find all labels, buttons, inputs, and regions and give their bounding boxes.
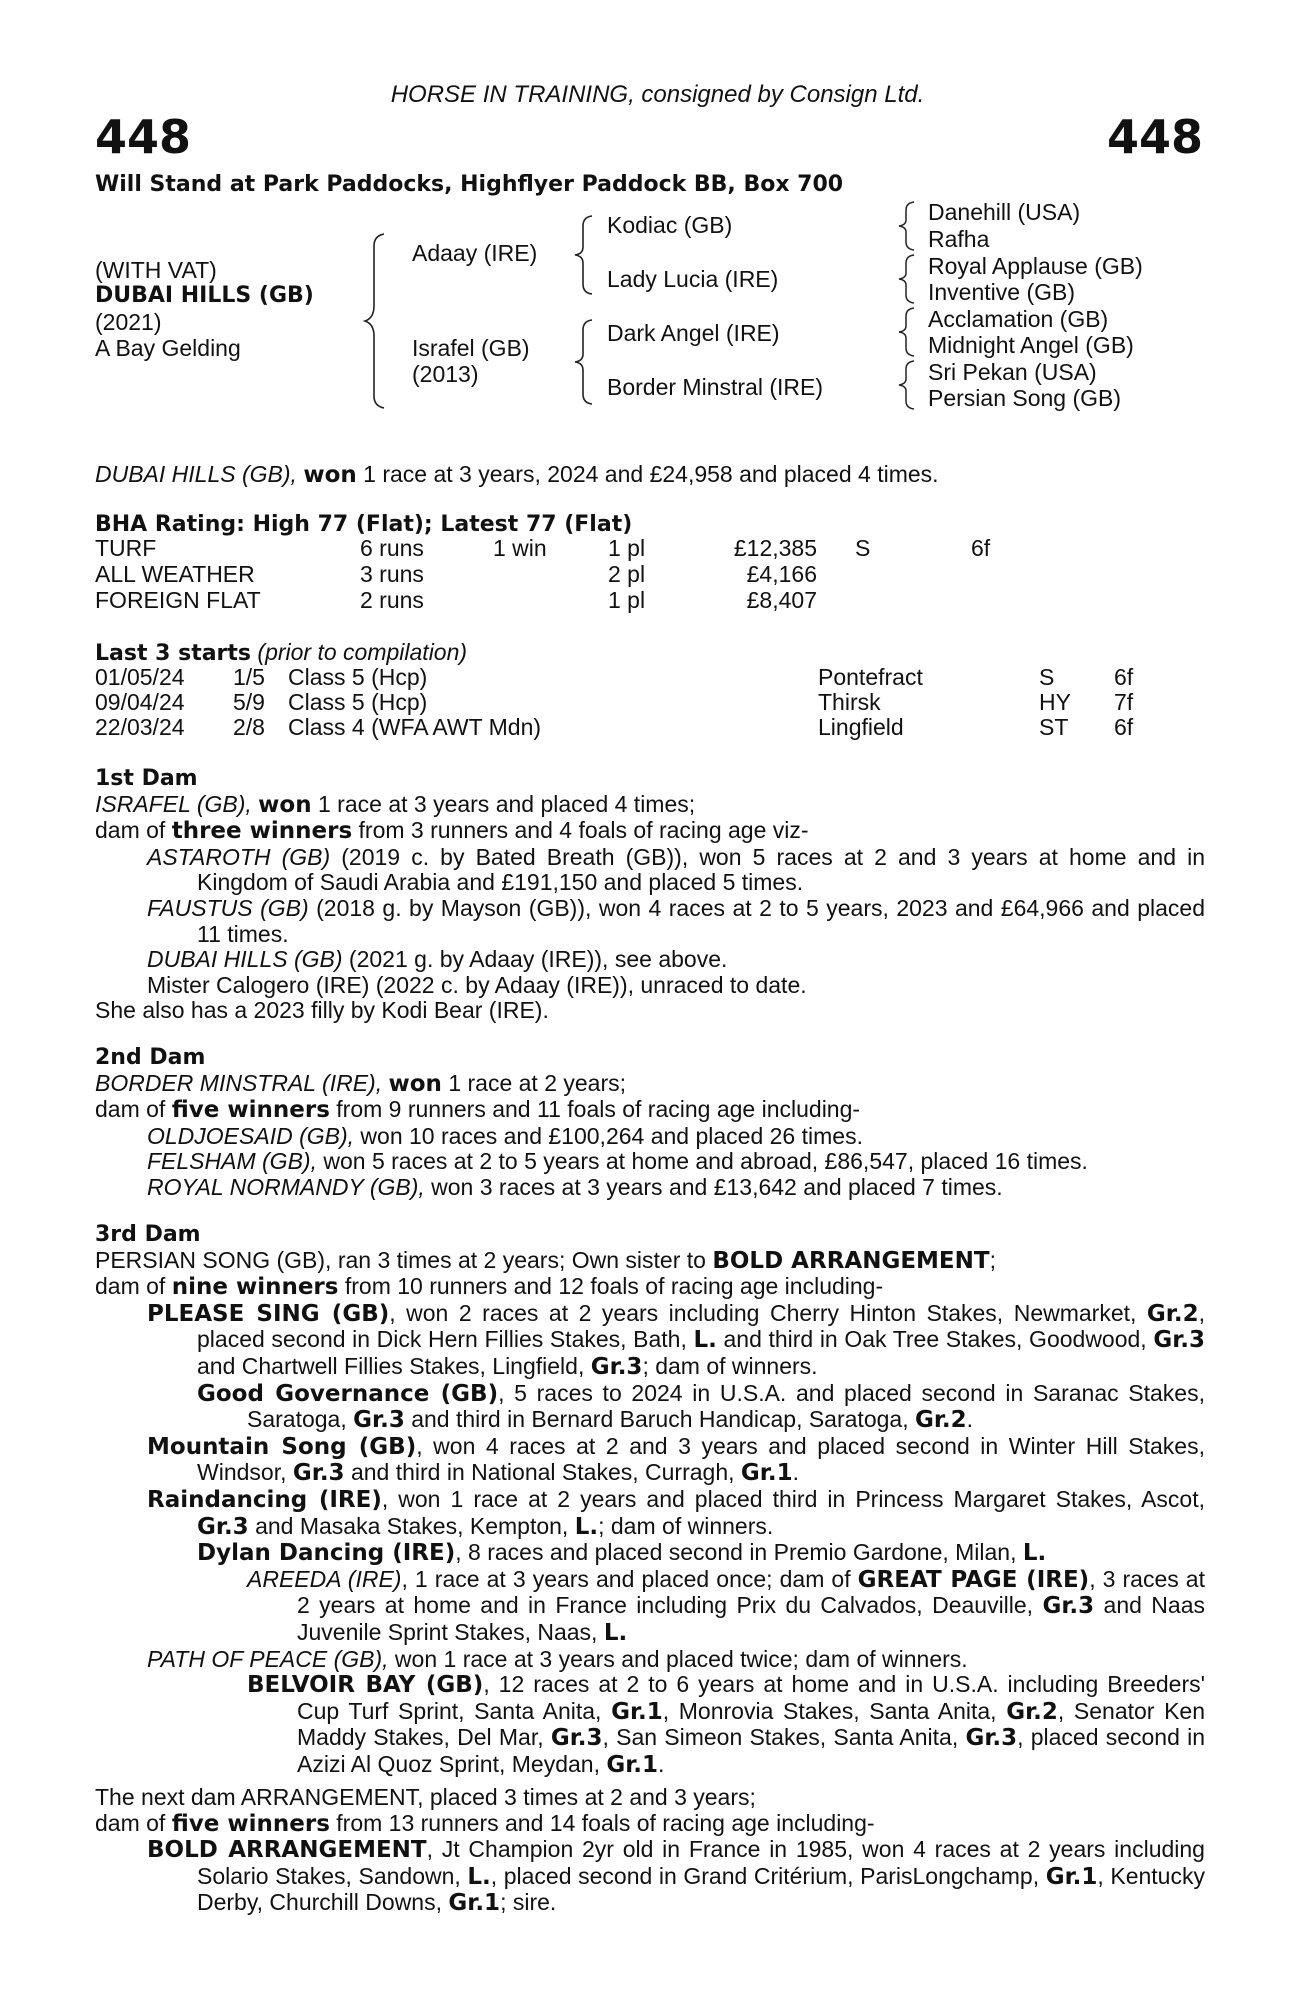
grade-label: Gr.1 [1045, 1863, 1098, 1890]
grade-label: Gr.3 [965, 1725, 1018, 1752]
produce-name: AREEDA (IRE) [247, 1565, 402, 1592]
vat-note: (WITH VAT) [95, 257, 217, 283]
produce-entry [95, 845, 1205, 896]
produce-entry [95, 1567, 1205, 1647]
produce-record: , won 1 race at 2 years and placed third in Princess Margaret Stakes, Ascot, [381, 1485, 1205, 1512]
ancestor-2: Rafha [928, 226, 990, 252]
grade-label: Gr.3 [197, 1513, 249, 1540]
produce-name: Good Governance (GB) [197, 1380, 499, 1407]
produce-name: Dylan Dancing (IRE) [197, 1540, 456, 1567]
produce-text: dam of [95, 817, 172, 844]
produce-record: won 1 race at 3 years and placed twice; dam of winners. [388, 1645, 968, 1672]
produce-entry [95, 1672, 1205, 1778]
grade-label: Gr.3 [292, 1460, 345, 1487]
produce-summary [95, 1811, 1205, 1838]
produce-record: , placed second in Azizi Al Quoz Sprint, Meydan, [297, 1724, 1205, 1777]
last-starts-heading [95, 640, 467, 667]
grade-label: Gr.3 [550, 1725, 603, 1752]
start-course: Lingfield [818, 714, 904, 740]
dam-sire: Dark Angel (IRE) [607, 320, 780, 346]
summary-text: 1 race at 3 years, 2024 and £24,958 and placed 4 times. [356, 461, 939, 487]
produce-name: ROYAL NORMANDY (GB), [147, 1173, 425, 1200]
start-race: Class 4 (WFA AWT Mdn) [288, 714, 542, 740]
produce-note: She also has a 2023 filly by Kodi Bear (IRE). [95, 997, 549, 1024]
produce-entry [95, 1149, 1205, 1175]
start-race: Class 5 (Hcp) [288, 664, 428, 690]
last-starts-note: (prior to compilation) [257, 639, 468, 665]
start-distance: 6f [1114, 714, 1134, 740]
produce-record: , placed second in Dick Hern Fillies Stakes, Bath, [197, 1299, 1205, 1353]
produce-entry [95, 947, 1205, 973]
produce-name: PLEASE SING (GB) [147, 1300, 390, 1327]
produce-record: , 12 races at 2 to 6 years at home and in U.S.A. including Breeders' Cup Turf Sprint, Santa Anita, [297, 1671, 1205, 1724]
runs: 6 runs [360, 535, 424, 561]
produce-name: BELVOIR BAY (GB) [247, 1672, 484, 1699]
grade-label: Gr.2 [1146, 1300, 1199, 1327]
pedigree-brace-sire [572, 214, 598, 296]
grade-label: L. [467, 1863, 491, 1890]
horse-description: A Bay Gelding [95, 335, 241, 361]
horse-name: DUBAI HILLS (GB) [95, 283, 314, 308]
produce-entry [95, 1487, 1205, 1540]
prize-money: £8,407 [746, 587, 817, 613]
dam-record: 1 race at 3 years and placed 4 times; [311, 790, 696, 817]
ancestor-3: Royal Applause (GB) [928, 253, 1143, 279]
sire-sire: Kodiac (GB) [607, 212, 733, 238]
pedigree-brace-dam [572, 318, 598, 406]
going: S [855, 535, 871, 561]
produce-record: , won 2 races at 2 years including Cherry Hinton Stakes, Newmarket, [389, 1299, 1147, 1326]
dam-record: 1 race at 2 years; [441, 1069, 627, 1096]
grade-label: Gr.1 [606, 1751, 659, 1778]
produce-record: , 3 races at 2 years at home and in France including Prix du Calvados, Deauville, [297, 1565, 1205, 1619]
start-distance: 7f [1114, 689, 1134, 715]
placed: 1 pl [608, 535, 646, 561]
produce-record: ; sire. [500, 1889, 557, 1916]
sister-name: BOLD ARRANGEMENT [712, 1247, 990, 1274]
sire-dam: Lady Lucia (IRE) [607, 266, 779, 292]
produce-entry [95, 1540, 1205, 1567]
second-dam-section [95, 1045, 1205, 1201]
produce-name: FELSHAM (GB), [147, 1148, 317, 1175]
grade-label: Gr.3 [590, 1353, 643, 1380]
produce-entry: Mister Calogero (IRE) (2022 c. by Adaay (IRE)), unraced to date. [147, 971, 807, 998]
next-dam-line: The next dam ARRANGEMENT, placed 3 times at 2 and 3 years; [95, 1784, 756, 1810]
race-summary [95, 462, 939, 489]
produce-entry [95, 1124, 1205, 1150]
start-course: Pontefract [818, 664, 923, 690]
produce-summary [95, 818, 1205, 845]
pedigree-brace-g3 [896, 306, 920, 358]
produce-record: and Masaka Stakes, Kempton, [248, 1512, 575, 1539]
produce-summary [95, 1274, 1205, 1301]
dam-name: BORDER MINSTRAL (IRE), [95, 1069, 383, 1096]
pedigree-brace-g2 [896, 253, 920, 305]
second-dam-heading: 2nd Dam [95, 1045, 206, 1070]
produce-record: won 3 races at 3 years and £13,642 and placed 7 times. [424, 1173, 1003, 1200]
produce-text: from 10 runners and 12 foals of racing age including- [338, 1273, 884, 1300]
dam-dam: Border Minstral (IRE) [607, 374, 823, 400]
winners-count: five winners [171, 1097, 330, 1124]
stand-location: Will Stand at Park Paddocks, Highflyer Paddock BB, Box 700 [95, 172, 844, 197]
wins: 1 win [493, 535, 547, 561]
produce-record: ; dam of winners. [642, 1352, 818, 1379]
produce-name: Raindancing (IRE) [147, 1486, 382, 1513]
produce-name: OLDJOESAID (GB), [147, 1122, 355, 1149]
pedigree-brace-main [362, 232, 392, 410]
produce-record: (2021 g. by Adaay (IRE)), see above. [342, 946, 728, 973]
ancestor-4: Inventive (GB) [928, 279, 1075, 305]
produce-record: , 5 races to 2024 in U.S.A. and placed second in Saranac Stakes, Saratoga, [247, 1379, 1205, 1433]
produce-text: dam of [95, 1809, 172, 1836]
produce-record: , placed second in Grand Critérium, ParisLongchamp, [490, 1862, 1046, 1889]
produce-record: , 1 race at 3 years and placed once; dam of [401, 1565, 858, 1592]
grade-label: Gr.2 [914, 1407, 967, 1434]
produce-record: and Chartwell Fillies Stakes, Lingfield, [197, 1352, 591, 1379]
start-position: 1/5 [233, 664, 265, 690]
third-dam-line [95, 1248, 1205, 1275]
start-going: ST [1039, 714, 1069, 740]
runs: 2 runs [360, 587, 424, 613]
grade-label: Gr.2 [1006, 1698, 1058, 1725]
third-dam-section [95, 1222, 1205, 1778]
placed: 2 pl [608, 561, 646, 587]
ancestor-8: Persian Song (GB) [928, 385, 1122, 411]
ancestor-6: Midnight Angel (GB) [928, 332, 1134, 358]
start-going: HY [1039, 689, 1071, 715]
grade-label: L. [693, 1327, 717, 1354]
produce-record: won 10 races and £100,264 and placed 26 times. [354, 1122, 863, 1149]
produce-record: , Monrovia Stakes, Santa Anita, [662, 1697, 1007, 1724]
surface: FOREIGN FLAT [95, 587, 261, 613]
produce-record: and third in Bernard Baruch Handicap, Saratoga, [404, 1406, 915, 1433]
produce-name: Mountain Song (GB) [147, 1433, 417, 1460]
produce-entry [95, 1175, 1205, 1201]
ancestor-1: Danehill (USA) [928, 199, 1081, 225]
pedigree-brace-g4 [896, 359, 920, 411]
first-dam-line [95, 792, 1205, 819]
first-dam-heading: 1st Dam [95, 766, 198, 791]
produce-record: , San Simeon Stakes, Santa Anita, [602, 1724, 966, 1751]
produce-text: from 9 runners and 11 foals of racing age including- [329, 1096, 861, 1123]
pedigree-brace-g1 [896, 200, 920, 252]
produce-summary [95, 1097, 1205, 1124]
dam: Israfel (GB) [412, 335, 530, 361]
start-course: Thirsk [818, 689, 881, 715]
produce-record: , Senator Ken Maddy Stakes, Del Mar, [297, 1697, 1206, 1751]
produce-record: , Jt Champion 2yr old in France in 1985, won 4 races at 2 years including Solario Stakes, Sandown, [197, 1836, 1205, 1889]
lot-number-left: 448 [95, 110, 192, 164]
produce-record: . [966, 1406, 974, 1433]
dam-year: (2013) [412, 361, 479, 387]
won-label: won [258, 791, 312, 818]
produce-text: dam of [95, 1273, 172, 1300]
start-position: 5/9 [233, 689, 265, 715]
last-starts-title: Last 3 starts [95, 641, 252, 666]
dam-record: PERSIAN SONG (GB), ran 3 times at 2 years; Own sister to [95, 1246, 713, 1273]
grade-label: Gr.1 [448, 1890, 501, 1917]
ancestor-5: Acclamation (GB) [928, 306, 1109, 332]
winners-count: three winners [171, 818, 353, 845]
start-date: 01/05/24 [95, 664, 185, 690]
next-dam-section [95, 1785, 1205, 1917]
sire: Adaay (IRE) [412, 240, 538, 266]
grade-label: Gr.3 [1153, 1327, 1205, 1354]
produce-record: ; dam of winners. [598, 1512, 774, 1539]
grade-label: Gr.1 [740, 1460, 793, 1487]
prize-money: £12,385 [733, 535, 817, 561]
produce-record: , Kentucky Derby, Churchill Downs, [197, 1862, 1205, 1916]
first-dam-section [95, 766, 1205, 1024]
produce-entry [95, 1381, 1205, 1434]
produce-record: and third in Oak Tree Stakes, Goodwood, [716, 1326, 1154, 1353]
produce-text: from 13 runners and 14 foals of racing age including- [329, 1809, 875, 1836]
produce-name: FAUSTUS (GB) [147, 894, 309, 921]
produce-entry [95, 1301, 1205, 1381]
ancestor-7: Sri Pekan (USA) [928, 359, 1097, 385]
produce-record: and third in National Stakes, Curragh, [344, 1459, 741, 1486]
runs: 3 runs [360, 561, 424, 587]
punctuation: ; [989, 1246, 996, 1273]
surface: ALL WEATHER [95, 561, 255, 587]
produce-name: ASTAROTH (GB) [147, 843, 331, 870]
produce-entry [95, 1647, 1205, 1673]
produce-entry [95, 896, 1205, 947]
produce-record: (2018 g. by Mayson (GB)), won 4 races at 2 to 5 years, 2023 and £64,966 and placed 11 times. [197, 894, 1206, 947]
third-dam-heading: 3rd Dam [95, 1222, 201, 1247]
summary-won: won [303, 462, 357, 488]
grade-label: L. [574, 1513, 599, 1540]
grade-label: Gr.3 [353, 1407, 405, 1434]
catalogue-header: HORSE IN TRAINING, consigned by Consign Ltd. [390, 81, 925, 108]
winners-count: five winners [171, 1810, 330, 1837]
produce-name: GREAT PAGE (IRE) [857, 1566, 1090, 1593]
bha-rating-heading: BHA Rating: High 77 (Flat); Latest 77 (Flat) [95, 512, 633, 537]
start-position: 2/8 [233, 714, 265, 740]
dam-name: ISRAFEL (GB), [95, 790, 252, 817]
produce-name: DUBAI HILLS (GB) [147, 946, 343, 973]
summary-horse-name: DUBAI HILLS (GB), [95, 461, 297, 487]
produce-name: PATH OF PEACE (GB), [147, 1645, 389, 1672]
produce-record: . [792, 1459, 799, 1486]
produce-text: from 3 runners and 4 foals of racing age viz- [352, 817, 809, 844]
grade-label: L. [1022, 1540, 1047, 1567]
second-dam-line [95, 1071, 1205, 1098]
produce-entry [95, 1837, 1205, 1917]
won-label: won [388, 1070, 442, 1097]
produce-entry [95, 1434, 1205, 1487]
lot-number-right: 448 [1106, 110, 1203, 164]
produce-record: . [658, 1750, 665, 1777]
surface: TURF [95, 535, 157, 561]
produce-name: BOLD ARRANGEMENT [147, 1837, 427, 1864]
produce-record: and Naas Juvenile Sprint Stakes, Naas, [297, 1592, 1205, 1645]
grade-label: Gr.1 [611, 1698, 663, 1725]
placed: 1 pl [608, 587, 646, 613]
start-distance: 6f [1114, 664, 1134, 690]
grade-label: L. [603, 1619, 628, 1646]
produce-record: (2019 c. by Bated Breath (GB)), won 5 races at 2 and 3 years at home and in Kingdom of Saudi Arabia and £191,150 and placed 5 times. [197, 843, 1205, 896]
produce-text: dam of [95, 1096, 172, 1123]
horse-year: (2021) [95, 309, 162, 335]
winners-count: nine winners [171, 1274, 339, 1301]
prize-money: £4,166 [746, 561, 817, 587]
start-race: Class 5 (Hcp) [288, 689, 428, 715]
start-date: 22/03/24 [95, 714, 185, 740]
distance: 6f [971, 535, 991, 561]
start-going: S [1039, 664, 1055, 690]
start-date: 09/04/24 [95, 689, 185, 715]
produce-record: won 5 races at 2 to 5 years at home and abroad, £86,547, placed 16 times. [316, 1148, 1088, 1175]
produce-record: , 8 races and placed second in Premio Gardone, Milan, [455, 1539, 1023, 1566]
grade-label: Gr.3 [1042, 1593, 1095, 1620]
produce-record: , won 4 races at 2 and 3 years and placed second in Winter Hill Stakes, Windsor, [197, 1432, 1205, 1486]
